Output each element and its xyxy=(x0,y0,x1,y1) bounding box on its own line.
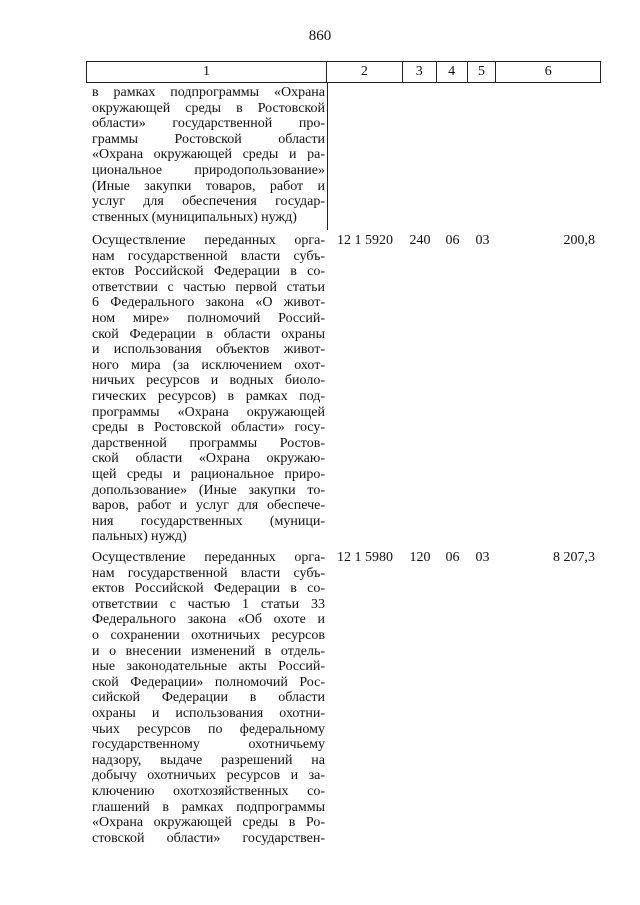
desc-line: ния государственных (муници- xyxy=(92,513,325,529)
row-code: 12 1 5980 xyxy=(337,550,393,565)
table-header xyxy=(86,61,601,83)
desc-line: «Охрана окружающей среды и ра- xyxy=(92,147,325,163)
desc-line: 6 Федерального закона «О живот- xyxy=(92,295,325,311)
row-pr: 03 xyxy=(475,233,490,248)
desc-line: надзору, выдаче разрешений на xyxy=(92,752,325,768)
desc-line: варов, работ и услуг для обеспече- xyxy=(92,498,325,514)
desc-line: (Иные закупки товаров, работ и xyxy=(92,178,325,194)
row-rz: 06 xyxy=(445,550,460,565)
desc-line: нам государственной власти субъ- xyxy=(92,565,325,581)
desc-line: стовской области» государствен- xyxy=(92,830,325,846)
row-vr: 120 xyxy=(409,550,431,565)
desc-line: чьих ресурсов по федеральному xyxy=(92,721,325,737)
row-vr: 240 xyxy=(409,233,431,248)
row-pr: 03 xyxy=(475,550,490,565)
desc-line: о сохранении охотничьих ресурсов xyxy=(92,627,325,643)
desc-line: щей среды и рациональное приро- xyxy=(92,466,325,482)
desc-line: ектов Российской Федерации в со- xyxy=(92,264,325,280)
desc-line: среды в Ростовской области» госу- xyxy=(92,420,325,436)
row-rz xyxy=(437,85,468,225)
desc-line: ответствии с частью первой статьи xyxy=(92,279,325,295)
desc-line: и о внесении изменений в отдель- xyxy=(92,643,325,659)
row-rz: 06 xyxy=(445,233,460,248)
desc-line: дарственной программы Ростов- xyxy=(92,435,325,451)
desc-line: нам государственной власти субъ- xyxy=(92,248,325,264)
desc-line: ской Федерации» полномочий Рос- xyxy=(92,674,325,690)
desc-line: Федерального закона «Об охоте и xyxy=(92,612,325,628)
row-pr xyxy=(468,85,497,225)
desc-line: ные законодательные акты Россий- xyxy=(92,659,325,675)
desc-line: ответствии с частью 1 статьи 33 xyxy=(92,596,325,612)
row-description xyxy=(86,550,327,846)
header-col-3: 3 xyxy=(403,62,437,82)
desc-line: и использования объектов живот- xyxy=(92,342,325,358)
desc-line: области» государственной про- xyxy=(92,116,325,132)
desc-line: окружающей среды в Ростовской xyxy=(92,100,325,116)
row-description xyxy=(86,85,327,225)
desc-line: ключению охотхозяйственных со- xyxy=(92,783,325,799)
desc-line: добычу охотничьих ресурсов и за- xyxy=(92,768,325,784)
row-description xyxy=(86,233,327,545)
desc-line: ничьих ресурсов и водных биоло- xyxy=(92,373,325,389)
table-row xyxy=(86,550,601,846)
desc-line: Осуществление переданных орга- xyxy=(92,233,325,248)
desc-line: сийской Федерации в области xyxy=(92,690,325,706)
desc-line: ного мира (за исключением охот- xyxy=(92,357,325,373)
row-code xyxy=(327,85,403,225)
header-col-5: 5 xyxy=(468,62,497,82)
desc-line: ской Федерации в области охраны xyxy=(92,326,325,342)
header-col-6: 6 xyxy=(544,64,552,79)
desc-line: программы «Охрана окружающей xyxy=(92,404,325,420)
desc-line: допользование» (Иные закупки то- xyxy=(92,482,325,498)
desc-line: охраны и использования охотни- xyxy=(92,705,325,721)
desc-line: ственных (муниципальных) нужд) xyxy=(92,209,297,225)
page-number: 860 xyxy=(308,28,332,44)
desc-line: пальных) нужд) xyxy=(92,529,187,545)
desc-line: в рамках подпрограммы «Охрана xyxy=(92,85,325,100)
table-row xyxy=(86,85,601,225)
row-sum: 200,8 xyxy=(563,233,595,248)
row-vr xyxy=(403,85,437,225)
header-col-2: 2 xyxy=(327,62,403,82)
desc-line: циональное природопользование» xyxy=(92,162,325,178)
row-code: 12 1 5920 xyxy=(337,233,393,248)
desc-line: гических ресурсов) в рамках под- xyxy=(92,388,325,404)
desc-line: ектов Российской Федерации в со- xyxy=(92,581,325,597)
desc-line: государственному охотничьему xyxy=(92,737,325,753)
row-sum xyxy=(497,85,601,225)
desc-line: ном мире» полномочий Россий- xyxy=(92,310,325,326)
desc-line: услуг для обеспечения государ- xyxy=(92,194,325,210)
header-col-1: 1 xyxy=(87,62,327,82)
header-col-4: 4 xyxy=(437,62,468,82)
row-sum: 8 207,3 xyxy=(553,550,595,565)
desc-line: Осуществление переданных орга- xyxy=(92,550,325,565)
table-row xyxy=(86,233,601,545)
desc-line: глашений в рамках подпрограммы xyxy=(92,799,325,815)
desc-line: ской области «Охрана окружаю- xyxy=(92,451,325,467)
desc-line: граммы Ростовской области xyxy=(92,131,325,147)
desc-line: «Охрана окружающей среды в Ро- xyxy=(92,815,325,831)
